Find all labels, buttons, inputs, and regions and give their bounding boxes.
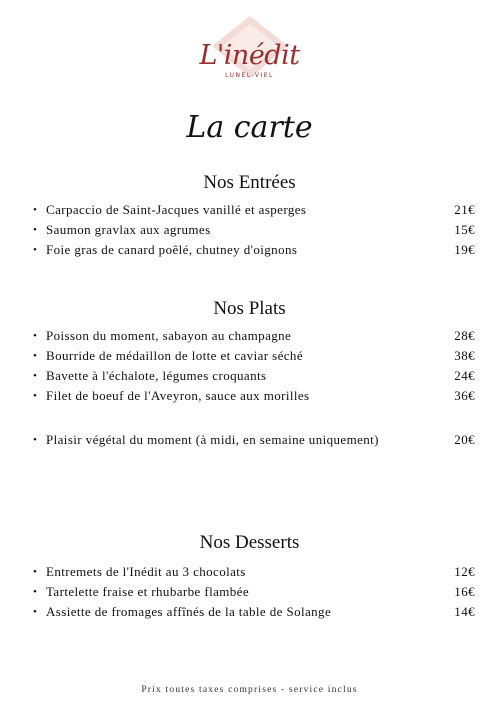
menu-item-name: Plaisir végétal du moment (à midi, en semaine uniquement) [46, 432, 379, 447]
bullet: • [33, 606, 38, 618]
menu-item [33, 326, 475, 346]
menu-item-price: 36€ [454, 388, 475, 403]
bullet: • [33, 566, 38, 578]
logo-name: L'inédit [199, 40, 300, 71]
bullet: • [33, 350, 38, 362]
menu-item [33, 240, 475, 260]
menu-item-price: 14€ [454, 604, 475, 619]
menu-item-price: 20€ [454, 432, 475, 447]
bullet: • [33, 370, 38, 382]
menu-item-price: 28€ [454, 328, 475, 343]
menu-item-name: Bourride de médaillon de lotte et caviar séché [46, 348, 303, 363]
menu-item-name: Foie gras de canard poêlé, chutney d'oignons [46, 242, 298, 257]
section-title-plats: Nos Plats [213, 298, 286, 319]
menu-item-name: Carpaccio de Saint-Jacques vanillé et asperges [46, 202, 307, 217]
menu-item [33, 582, 475, 602]
menu-item [33, 346, 475, 366]
bullet: • [33, 244, 38, 256]
menu-item [33, 200, 475, 220]
menu-item-name: Bavette à l'échalote, légumes croquants [46, 368, 267, 383]
menu-item-name: Saumon gravlax aux agrumes [46, 222, 211, 237]
menu-item-price: 21€ [454, 202, 475, 217]
menu-item-name: Entremets de l'Inédit au 3 chocolats [46, 564, 246, 579]
menu-item-price: 12€ [454, 564, 475, 579]
menu-item [33, 366, 475, 386]
menu-item-name: Poisson du moment, sabayon au champagne [46, 328, 292, 343]
menu-item-name: Tartelette fraise et rhubarbe flambée [46, 584, 250, 599]
page-title: La carte [186, 110, 313, 145]
logo-subtitle: LUNEL-VIEL [225, 72, 274, 79]
menu-item-name: Assiette de fromages affînés de la table de Solange [46, 604, 332, 619]
menu-item [33, 430, 475, 450]
menu-item-price: 24€ [454, 368, 475, 383]
menu-item-price: 19€ [454, 242, 475, 257]
menu-item-price: 16€ [454, 584, 475, 599]
bullet: • [33, 434, 38, 446]
section-title-entrees: Nos Entrées [203, 172, 296, 193]
menu-item [33, 562, 475, 582]
bullet: • [33, 586, 38, 598]
bullet: • [33, 204, 38, 216]
bullet: • [33, 224, 38, 236]
section-title-desserts: Nos Desserts [199, 532, 300, 553]
bullet: • [33, 330, 38, 342]
menu-item [33, 220, 475, 240]
logo [0, 14, 499, 84]
footer-note: Prix toutes taxes comprises - service inclus [141, 685, 358, 695]
menu-item [33, 386, 475, 406]
menu-item [33, 602, 475, 622]
menu-item-name: Filet de boeuf de l'Aveyron, sauce aux morilles [46, 388, 310, 403]
menu-item-price: 38€ [454, 348, 475, 363]
bullet: • [33, 390, 38, 402]
menu-item-price: 15€ [454, 222, 475, 237]
